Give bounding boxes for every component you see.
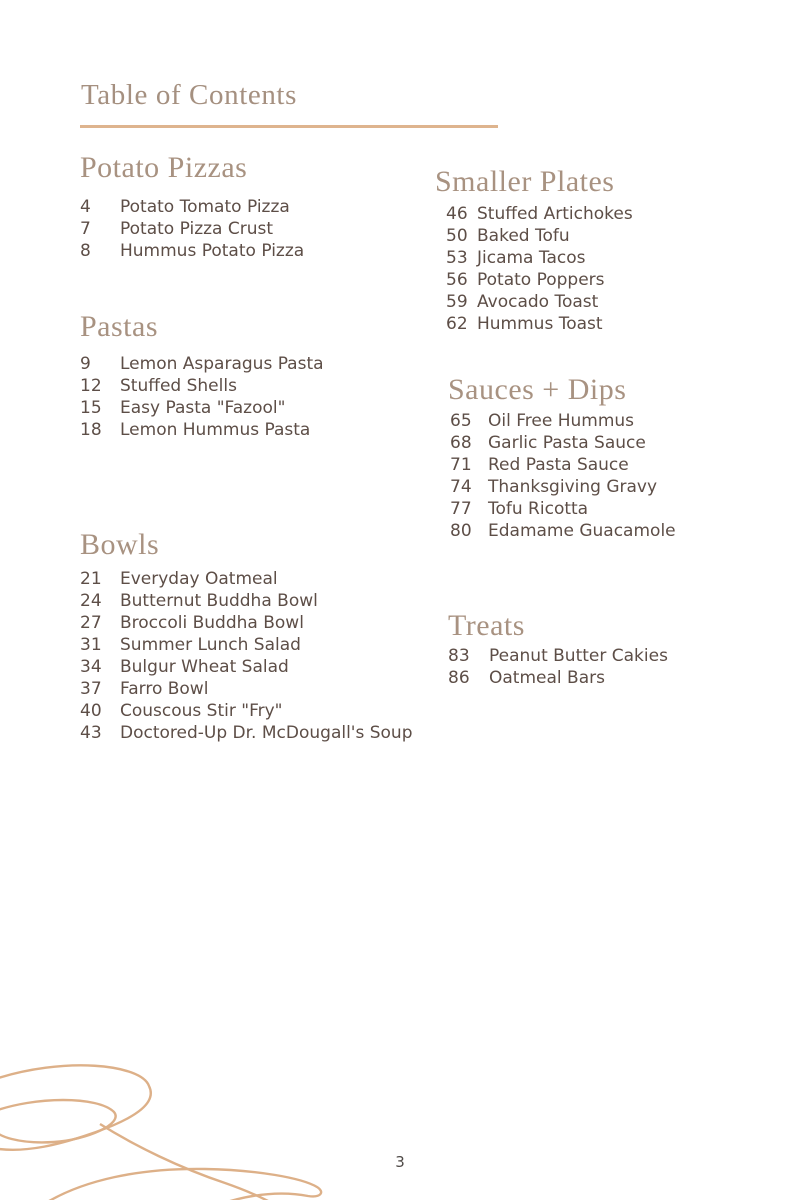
section-heading: Sauces + Dips	[448, 373, 627, 406]
toc-item-label: Lemon Asparagus Pasta	[120, 354, 324, 374]
section-pastas	[80, 309, 324, 441]
toc-item-label: Thanksgiving Gravy	[488, 477, 658, 497]
toc-item	[446, 203, 633, 225]
section-item-list	[448, 645, 668, 689]
toc-item	[448, 667, 668, 689]
section-potato-pizzas	[80, 150, 304, 262]
toc-item-page-number: 34	[80, 657, 102, 677]
toc-item-label: Tofu Ricotta	[488, 499, 589, 519]
toc-item-page-number: 15	[80, 398, 102, 418]
toc-item	[80, 353, 324, 375]
toc-item	[446, 247, 633, 269]
decorative-squiggle	[0, 1050, 540, 1200]
toc-item	[450, 454, 676, 476]
toc-item-label: Avocado Toast	[477, 292, 599, 312]
section-heading: Bowls	[80, 528, 160, 561]
toc-item	[80, 678, 413, 700]
toc-item-page-number: 50	[446, 226, 468, 246]
toc-item-label: Potato Pizza Crust	[120, 219, 274, 239]
toc-item-page-number: 80	[450, 521, 472, 541]
toc-item	[80, 700, 413, 722]
toc-item-label: Summer Lunch Salad	[120, 635, 301, 655]
toc-item-label: Potato Poppers	[477, 270, 605, 290]
toc-item-page-number: 4	[80, 197, 91, 217]
section-item-list	[450, 410, 676, 542]
toc-item-label: Baked Tofu	[477, 226, 570, 246]
toc-item-label: Peanut Butter Cakies	[489, 646, 668, 666]
toc-item	[450, 520, 676, 542]
toc-item-label: Everyday Oatmeal	[120, 569, 278, 589]
toc-item-page-number: 65	[450, 411, 472, 431]
toc-item	[450, 410, 676, 432]
section-smaller-plates	[435, 164, 633, 335]
toc-item-page-number: 27	[80, 613, 102, 633]
toc-item-page-number: 9	[80, 354, 91, 374]
toc-item-page-number: 71	[450, 455, 472, 475]
toc-item-page-number: 53	[446, 248, 468, 268]
section-heading: Treats	[448, 609, 525, 642]
toc-item	[80, 568, 413, 590]
page-title: Table of Contents	[81, 79, 297, 111]
toc-item-page-number: 12	[80, 376, 102, 396]
toc-item-page-number: 24	[80, 591, 102, 611]
toc-item	[80, 218, 304, 240]
toc-item	[80, 656, 413, 678]
toc-item	[80, 375, 324, 397]
toc-item	[450, 476, 676, 498]
toc-item-label: Hummus Toast	[477, 314, 603, 334]
section-heading: Pastas	[80, 310, 158, 343]
toc-item	[446, 313, 633, 335]
toc-item	[80, 419, 324, 441]
toc-item-label: Easy Pasta "Fazool"	[120, 398, 286, 418]
section-treats	[448, 608, 668, 689]
toc-item-page-number: 83	[448, 646, 470, 666]
toc-item-label: Butternut Buddha Bowl	[120, 591, 318, 611]
toc-item-page-number: 31	[80, 635, 102, 655]
toc-item-label: Hummus Potato Pizza	[120, 241, 305, 261]
toc-item-label: Broccoli Buddha Bowl	[120, 613, 304, 633]
section-heading: Potato Pizzas	[80, 151, 248, 184]
toc-item-label: Red Pasta Sauce	[488, 455, 629, 475]
toc-item-label: Doctored-Up Dr. McDougall's Soup	[120, 723, 413, 743]
toc-item-label: Jicama Tacos	[477, 248, 586, 268]
toc-item-label: Farro Bowl	[120, 679, 209, 699]
toc-item-label: Stuffed Shells	[120, 376, 237, 396]
toc-item	[448, 645, 668, 667]
toc-item-label: Lemon Hummus Pasta	[120, 420, 311, 440]
toc-item	[450, 498, 676, 520]
toc-item-page-number: 18	[80, 420, 102, 440]
title-underline	[80, 125, 498, 128]
toc-item-page-number: 74	[450, 477, 472, 497]
toc-item	[80, 722, 413, 744]
toc-item	[80, 612, 413, 634]
toc-item-label: Edamame Guacamole	[488, 521, 676, 541]
section-heading: Smaller Plates	[435, 165, 615, 198]
toc-item	[446, 225, 633, 247]
toc-item-label: Potato Tomato Pizza	[120, 197, 290, 217]
toc-item-page-number: 8	[80, 241, 91, 261]
toc-item	[80, 590, 413, 612]
toc-item-page-number: 59	[446, 292, 468, 312]
toc-item	[80, 397, 324, 419]
toc-item-page-number: 37	[80, 679, 102, 699]
toc-item-page-number: 77	[450, 499, 472, 519]
toc-item	[80, 240, 304, 262]
toc-item-page-number: 43	[80, 723, 102, 743]
section-bowls	[80, 527, 413, 744]
toc-item-page-number: 68	[450, 433, 472, 453]
page-number: 3	[395, 1153, 405, 1171]
toc-item	[80, 634, 413, 656]
toc-item-page-number: 21	[80, 569, 102, 589]
toc-item-label: Bulgur Wheat Salad	[120, 657, 289, 677]
toc-item-label: Garlic Pasta Sauce	[488, 433, 646, 453]
section-item-list	[80, 568, 413, 744]
section-item-list	[446, 203, 633, 335]
toc-item-label: Stuffed Artichokes	[477, 204, 633, 224]
toc-item-label: Oatmeal Bars	[489, 668, 605, 688]
toc-item-label: Couscous Stir "Fry"	[120, 701, 283, 721]
toc-item	[450, 432, 676, 454]
toc-item	[446, 269, 633, 291]
toc-item-page-number: 86	[448, 668, 470, 688]
toc-item-label: Oil Free Hummus	[488, 411, 635, 431]
section-sauces-dips	[448, 372, 676, 542]
toc-item-page-number: 46	[446, 204, 468, 224]
toc-item-page-number: 56	[446, 270, 468, 290]
toc-item-page-number: 40	[80, 701, 102, 721]
toc-item	[446, 291, 633, 313]
toc-item	[80, 196, 304, 218]
toc-item-page-number: 7	[80, 219, 91, 239]
section-item-list	[80, 353, 324, 441]
section-item-list	[80, 196, 304, 262]
toc-item-page-number: 62	[446, 314, 468, 334]
